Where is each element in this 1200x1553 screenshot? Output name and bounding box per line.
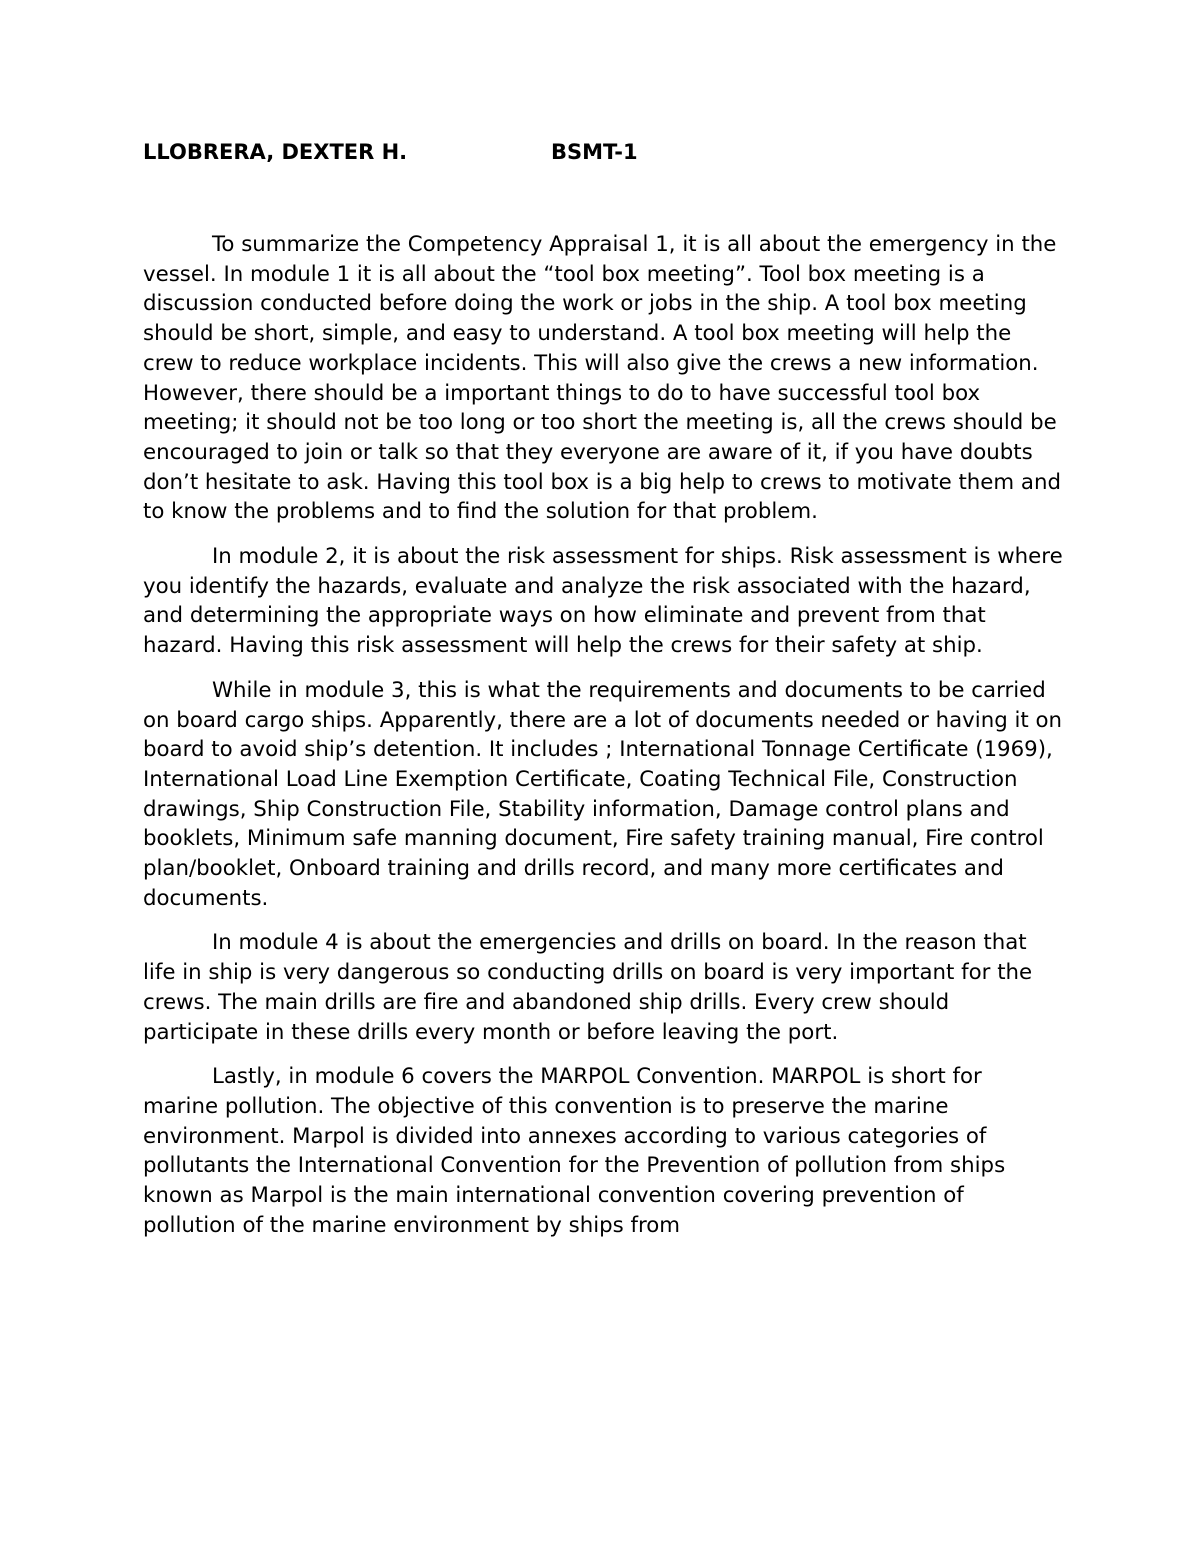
student-name: LLOBRERA, DEXTER H. [143,140,408,164]
paragraph-module-1: To summarize the Competency Appraisal 1, it is all about the emergency in the vessel. In module 1 it is all about the “tool box meeting”. Tool box meeting is a discussion conducted before doing the work or jobs in the ship. A tool box meeting should be short, simple, and easy to understand. A tool box meeting will help the crew to reduce workplace incidents. This will also give the crews a new information. However, there should be a important things to do to have successful tool box meeting; it should not be too long or too short the meeting is, all the crews should be encouraged to join or talk so that they everyone are aware of it, if you have doubts don’t hesitate to ask. Having this tool box is a big help to crews to motivate them and to know the problems and to find the solution for that problem. [143,232,1061,525]
document-body [143,230,1063,1256]
student-section: BSMT-1 [551,140,638,164]
paragraph-module-3: While in module 3, this is what the requirements and documents to be carried on board cargo ships. Apparently, there are a lot of documents needed or having it on board to avoid ship’s detention. It includes ; International Tonnage Certificate (1969), International Load Line Exemption Certificate, Coating Technical File, Construction drawings, Ship Construction File, Stability information, Damage control plans and booklets, Minimum safe manning document, Fire safety training manual, Fire control plan/booklet, Onboard training and drills record, and many more certificates and documents. [143,677,1063,911]
paragraph-module-2: In module 2, it is about the risk assessment for ships. Risk assessment is where you identify the hazards, evaluate and analyze the risk associated with the hazard, and determining the appropriate ways on how eliminate and prevent from that hazard. Having this risk assessment will help the crews for their safety at ship. [143,544,1063,659]
paragraph-module-4: In module 4 is about the emergencies and drills on board. In the reason that life in ship is very dangerous so conducting drills on board is very important for the crews. The main drills are fire and abandoned ship drills. Every crew should participate in these drills every month or before leaving the port. [143,930,1033,1045]
paragraph-module-6: Lastly, in module 6 covers the MARPOL Convention. MARPOL is short for marine pollution. The objective of this convention is to preserve the marine environment. Marpol is divided into annexes according to various categories of pollutants the International Convention for the Prevention of pollution from ships known as Marpol is the main international convention covering prevention of pollution of the marine environment by ships from [143,1064,1006,1238]
